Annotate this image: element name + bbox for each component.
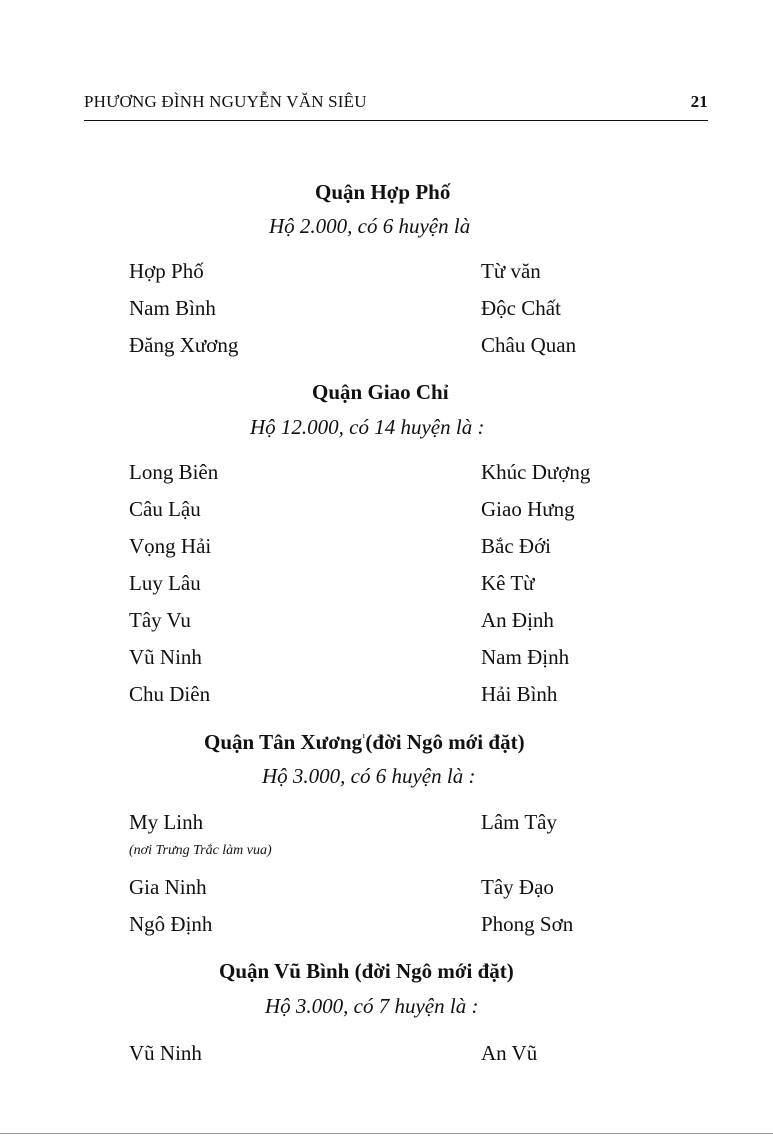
district-right: Nam Định [481, 645, 570, 669]
district-left: Gia Ninh [129, 875, 207, 899]
district-right: Phong Sơn [481, 912, 574, 936]
section-title-giao-chi: Quận Giao Chỉ [312, 380, 449, 404]
district-right: Châu Quan [481, 333, 577, 357]
district-left: Vũ Ninh [129, 1041, 202, 1065]
section-subtitle-hop-pho: Hộ 2.000, có 6 huyện là [269, 214, 471, 238]
section-title-text: Quận Tân Xương [204, 730, 363, 754]
district-right: Giao Hưng [481, 497, 575, 521]
section-subtitle-vu-binh: Hộ 3.000, có 7 huyện là : [265, 994, 479, 1018]
district-right: Độc Chất [481, 296, 561, 320]
page-number: 21 [690, 92, 708, 111]
section-subtitle-tan-xuong: Hộ 3.000, có 6 huyện là : [262, 764, 476, 788]
district-left: Hợp Phố [129, 259, 204, 283]
page-bottom-edge [0, 1133, 773, 1134]
district-left: Vọng Hải [129, 534, 212, 558]
footnote-marker: ¹ [362, 732, 366, 744]
section-title-vu-binh: Quận Vũ Bình (đời Ngô mới đặt) [219, 959, 514, 983]
district-right: An Định [481, 608, 554, 632]
district-left: My Linh [129, 810, 204, 834]
district-right: Khúc Dượng [481, 460, 591, 484]
section-title-tan-xuong [204, 730, 525, 755]
district-left: Ngô Định [129, 912, 213, 936]
district-right: Hải Bình [481, 682, 558, 706]
district-left: Đăng Xương [129, 333, 239, 357]
district-left: Câu Lậu [129, 497, 201, 521]
district-left: Luy Lâu [129, 571, 201, 595]
district-left: Chu Diên [129, 682, 211, 706]
header-rule [84, 120, 708, 121]
district-right: Tây Đạo [481, 875, 554, 899]
running-title: PHƯƠNG ĐÌNH NGUYỄN VĂN SIÊU [84, 92, 367, 111]
district-right: An Vũ [481, 1041, 538, 1065]
section-title-suffix: (đời Ngô mới đặt) [365, 730, 525, 754]
district-left: Nam Bình [129, 296, 216, 320]
district-right: Bắc Đới [481, 534, 552, 558]
district-left: Vũ Ninh [129, 645, 202, 669]
district-right: Lâm Tây [481, 810, 558, 834]
district-left: Tây Vu [129, 608, 191, 632]
section-subtitle-giao-chi: Hộ 12.000, có 14 huyện là : [250, 415, 485, 439]
district-note: (nơi Trưng Trắc làm vua) [129, 843, 272, 858]
district-right: Kê Từ [481, 571, 535, 595]
section-title-hop-pho: Quận Hợp Phố [315, 180, 451, 204]
district-right: Từ văn [481, 259, 541, 283]
district-left: Long Biên [129, 460, 219, 484]
